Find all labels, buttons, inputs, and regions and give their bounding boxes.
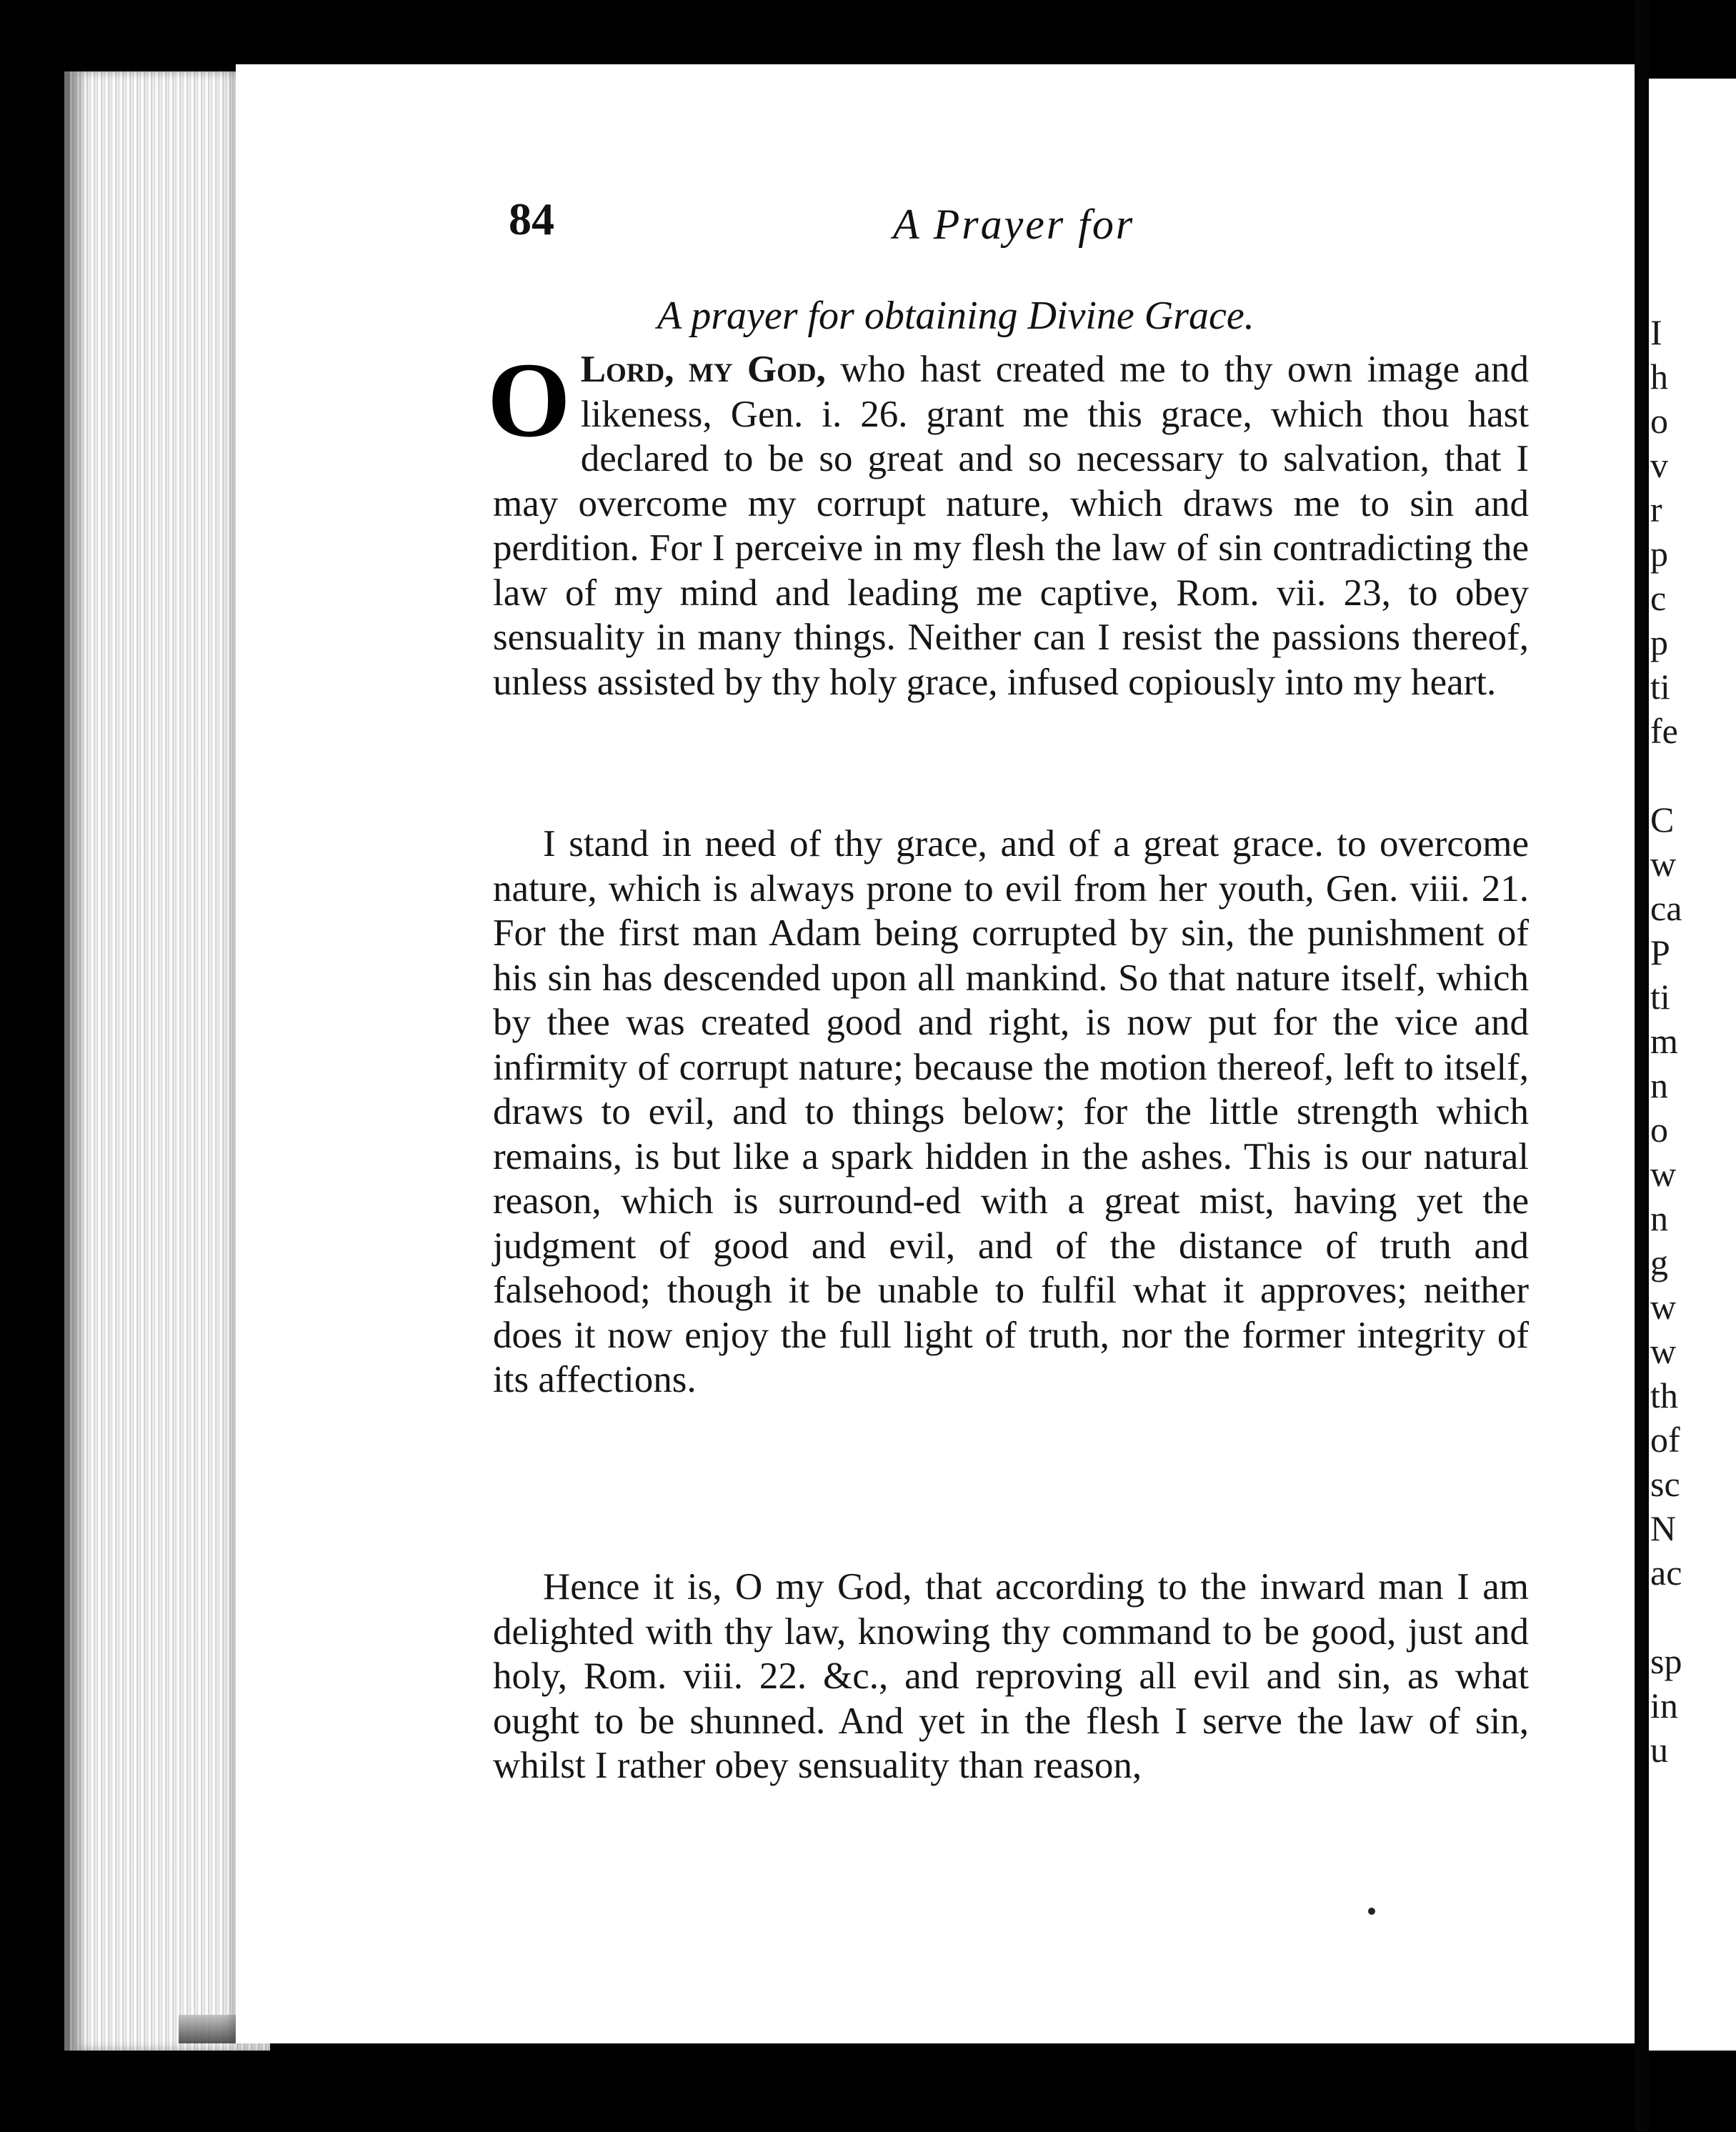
facing-page-line-fragment: o — [1650, 401, 1668, 441]
paragraph-1-text: who hast created me to thy own image and likeness, Gen. i. 26. grant me this grace, which thou hast declared to be so great and so necessary to salvation, that I may overcome my corrupt nature, which draws me to sin and perdition. For I perceive in my flesh the law of sin contradicting the law of my mind and leading me captive, Rom. vii. 23, to obey sensuality in many things. Neither can I resist the passions thereof, unless assisted by thy holy grace, infused copiously into my heart. — [493, 349, 1529, 703]
facing-page-line-fragment: n — [1650, 1198, 1668, 1238]
facing-page-line-fragment: C — [1650, 800, 1675, 840]
facing-page-line-fragment: g — [1650, 1242, 1668, 1282]
book-gutter — [1635, 0, 1649, 2132]
facing-page-line-fragment: in — [1650, 1685, 1678, 1725]
section-title: A prayer for obtaining Divine Grace. — [657, 294, 1254, 338]
facing-page-line-fragment: p — [1650, 534, 1668, 574]
facing-page-line-fragment: ti — [1650, 667, 1670, 707]
facing-page-line-fragment: v — [1650, 445, 1668, 485]
facing-page-line-fragment: n — [1650, 1065, 1668, 1105]
facing-page-line-fragment: ca — [1650, 888, 1682, 928]
facing-page-line-fragment: w — [1650, 1154, 1677, 1194]
facing-page-line-fragment: m — [1650, 1021, 1678, 1061]
facing-page-line-fragment: fe — [1650, 711, 1678, 751]
facing-page-line-fragment: sc — [1650, 1464, 1680, 1504]
facing-page-line-fragment: c — [1650, 578, 1667, 618]
paragraph-1-lead: Lord, my God, — [580, 349, 826, 390]
paragraph-3: Hence it is, O my God, that according to the inward man I am delighted with thy law, knowing thy command to be good, just and holy, Rom. viii. 22. &c., and reproving all evil and sin, as what ought to be shunned. And yet in the flesh I serve the law of sin, whilst I rather obey sensuality than reason, — [493, 1566, 1529, 1786]
facing-page — [1649, 79, 1736, 2051]
facing-page-line-fragment: N — [1650, 1508, 1677, 1548]
facing-page-line-fragment: w — [1650, 1287, 1677, 1327]
facing-page-line-fragment: r — [1650, 489, 1662, 529]
paragraph-1 — [487, 341, 1529, 704]
page-number: 84 — [509, 194, 554, 244]
facing-page-line-fragment: u — [1650, 1730, 1668, 1770]
facing-page-line-fragment: ac — [1650, 1553, 1682, 1593]
facing-page-line-fragment: of — [1650, 1420, 1680, 1460]
ink-spot — [1368, 1908, 1375, 1915]
facing-page-line-fragment: ti — [1650, 977, 1670, 1017]
facing-page-line-fragment: p — [1650, 622, 1668, 662]
facing-page-line-fragment: th — [1650, 1375, 1678, 1415]
paragraph-2: I stand in need of thy grace, and of a great grace. to overcome nature, which is always prone to evil from her youth, Gen. viii. 21. For the first man Adam being corrupted by sin, the punishment of his sin has descended upon all mankind. So that nature itself, which by thee was created good and right, is now put for the vice and infirmity of corrupt nature; because the motion thereof, left to itself, draws to evil, and to things below; for the little strength which remains, is but like a spark hidden in the ashes. This is our natural reason, which is surround-ed with a great mist, having yet the judgment of good and evil, and of the distance of truth and falsehood; though it be unable to fulfil what it approves; neither does it now enjoy the full light of truth, nor the former integrity of its affections. — [493, 823, 1529, 1400]
running-head: A Prayer for — [893, 201, 1135, 248]
facing-page-line-fragment: sp — [1650, 1641, 1682, 1681]
facing-page-line-fragment: o — [1650, 1110, 1668, 1150]
facing-page-line-fragment: P — [1650, 932, 1670, 972]
facing-page-line-fragment: w — [1650, 1331, 1677, 1371]
drop-cap: O — [487, 341, 571, 459]
facing-page-line-fragment: h — [1650, 357, 1668, 397]
facing-page-line-fragment: I — [1650, 312, 1662, 352]
facing-page-line-fragment: w — [1650, 844, 1677, 884]
